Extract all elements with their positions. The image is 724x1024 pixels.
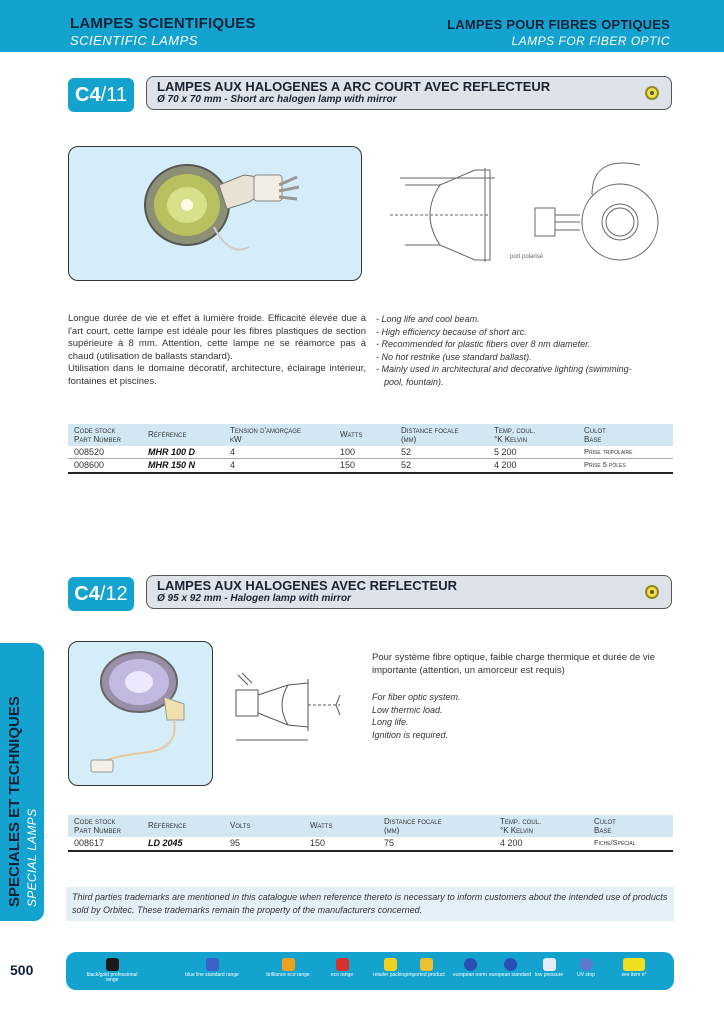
legend-item (84, 958, 140, 983)
lamp-reflector-image (69, 642, 213, 786)
section-title: LAMPES AUX HALOGENES AVEC REFLECTEUR (157, 578, 457, 593)
legend-label: see item n° (621, 972, 647, 978)
description-en-mhr (376, 313, 676, 388)
col-header: Base (584, 435, 602, 444)
drawing-label: port polarisé (510, 254, 544, 260)
legend-icon (504, 958, 517, 971)
section-subtitle: Ø 95 x 92 mm - Halogen lamp with mirror (157, 593, 351, 604)
cell-code: 008600 (74, 460, 105, 470)
col-header: Code stock (74, 817, 116, 826)
feature-line: - No hot restrike (use standard ballast). (376, 351, 532, 362)
description-fr-paragraph-2: Utilisation dans le domaine décoratif, architecture, éclairage intérieur, fontaines et piscines. (68, 363, 366, 387)
legend-icon (206, 958, 219, 971)
feature-line: - High efficiency because of short arc. (376, 326, 527, 337)
col-header: Part Number (74, 435, 121, 444)
cell-temperature: 4 200 (500, 838, 523, 848)
spec-table-ld (68, 815, 673, 852)
legend-icon (336, 958, 349, 971)
page-header (0, 0, 724, 52)
legend-label: low pressure (534, 972, 564, 978)
section-subtitle: Ø 70 x 70 mm - Short arc halogen lamp with mirror (157, 94, 397, 105)
spec-table-mhr (68, 424, 673, 474)
cell-watts: 150 (340, 460, 356, 470)
header-title-fr: LAMPES SCIENTIFIQUES (70, 15, 256, 32)
legend-icon (106, 958, 119, 971)
section-code-badge (68, 78, 134, 112)
cell-watts: 100 (340, 447, 356, 457)
trademark-note (66, 887, 674, 921)
table-header (68, 815, 673, 837)
col-header: (mm) (384, 826, 400, 835)
cell-base: Prise tripolaire (584, 447, 633, 456)
col-header: (mm) (401, 435, 417, 444)
cell-volts: 95 (230, 838, 241, 848)
cell-reference: MHR 150 N (148, 460, 196, 470)
cell-temperature: 4 200 (494, 460, 517, 470)
section-title-bar (146, 76, 672, 110)
legend-icon (464, 958, 477, 971)
header-category-en: LAMPS FOR FIBER OPTIC (511, 34, 670, 48)
col-header: Temp. coul. (494, 426, 536, 435)
feature-line: - Long life and cool beam. (376, 314, 480, 324)
legend-label: UV stop (577, 972, 595, 978)
col-header: kW (230, 435, 242, 444)
legend-label: black/gold professional range (86, 972, 138, 983)
legend-label: imported product (407, 972, 445, 978)
header-category-fr: LAMPES POUR FIBRES OPTIQUES (447, 17, 670, 32)
table-row (68, 837, 673, 850)
cell-code: 008617 (74, 838, 105, 848)
lamp-reflector-image (69, 147, 362, 281)
col-header: Distance focale (401, 426, 459, 435)
trademark-text: Third parties trademarks are mentioned in this catalogue when reference thereto is necessary to inform customers about the intended use of products sold by Orbitec. These trademarks remain the property of the manufacturers concerned. (72, 892, 668, 915)
col-header: °K Kelvin (500, 826, 533, 835)
col-header: Code stock (74, 426, 116, 435)
sidebar-label-en: SPECIAL LAMPS (25, 808, 39, 907)
feature-line: pool, fountain). (384, 376, 444, 387)
legend-label: european norm (453, 972, 487, 978)
table-end-rule (68, 472, 673, 474)
legend-icon (623, 958, 645, 971)
sidebar-label-fr: SPECIALES ET TECHNIQUES (6, 696, 23, 907)
table-end-rule (68, 850, 673, 852)
col-header: Tension d'amorçage (230, 426, 301, 435)
section-code-main: C4 (75, 83, 101, 106)
legend-item (606, 958, 662, 978)
cell-temperature: 5 200 (494, 447, 517, 457)
description-en-ld (372, 691, 672, 741)
col-header: Référence (148, 430, 187, 439)
section-title: LAMPES AUX HALOGENES A ARC COURT AVEC REFLECTEUR (157, 79, 551, 94)
feature-line: For fiber optic system. (372, 692, 461, 702)
cell-voltage: 4 (230, 460, 236, 470)
feature-line: Ignition is required. (372, 729, 449, 740)
legend-item (184, 958, 240, 978)
legend-item (260, 958, 316, 978)
cell-base: Fiche/Spécial (594, 838, 636, 847)
description-fr-ld: Pour système fibre optique, faible charge thermique et durée de vie importante (attention, un amorceur est requis) (372, 652, 656, 676)
cell-focal: 75 (384, 838, 395, 848)
table-row (68, 446, 673, 459)
header-title-en: SCIENTIFIC LAMPS (70, 33, 198, 48)
col-header: Distance focale (384, 817, 442, 826)
legend-icon (384, 958, 397, 971)
feature-line: Low thermic load. (372, 704, 443, 715)
col-header: Base (594, 826, 612, 835)
legend-icon (282, 958, 295, 971)
cell-watts: 150 (310, 838, 326, 848)
col-header: °K Kelvin (494, 435, 527, 444)
legend-label: retailer packing (373, 972, 407, 978)
section-code-sub: /11 (100, 83, 127, 106)
table-header (68, 424, 673, 446)
description-fr-paragraph-1: Longue durée de vie et effet à lumière froide. Efficacité élevée due à l'art court, cette lampe est idéale pour les fibres plastiques de section supérieure à 8 mm. Attention, cette lampe ne se réamorce pas à chaud (utilisation de ballasts standard). (68, 313, 366, 362)
section-code-badge (68, 577, 134, 611)
cell-focal: 52 (401, 447, 412, 457)
col-header: Temp. coul. (500, 817, 542, 826)
col-header: Culot (584, 426, 606, 435)
legend-icon (580, 958, 593, 971)
col-header: Référence (148, 821, 187, 830)
section-title-bar (146, 575, 672, 609)
footer-legend (66, 952, 674, 990)
col-header: Part Number (74, 826, 121, 835)
technical-drawing-mhr (380, 150, 680, 280)
target-dot-icon (645, 86, 659, 100)
legend-icon (420, 958, 433, 971)
section-code-sub: /12 (99, 582, 128, 605)
description-fr-mhr (68, 313, 366, 388)
col-header: Culot (594, 817, 616, 826)
legend-label: european standard (489, 972, 531, 978)
cell-code: 008520 (74, 447, 105, 457)
col-header: Volts (230, 821, 251, 830)
feature-line: - Recommended for plastic fibers over 8 nm diameter. (376, 339, 591, 349)
col-header: Watts (340, 430, 363, 439)
legend-label: eco range (330, 972, 354, 978)
legend-label: brilliance eco range (266, 972, 310, 978)
legend-icon (543, 958, 556, 971)
cell-reference: MHR 100 D (148, 447, 196, 457)
page-number: 500 (10, 962, 34, 978)
technical-drawing-ld (228, 665, 358, 755)
cell-reference: LD 2045 (148, 838, 183, 848)
category-sidebar (0, 643, 44, 921)
cell-base: Prise 5 pôles (584, 460, 626, 469)
product-photo-ld (68, 641, 213, 786)
legend-label: blue line standard range (185, 972, 239, 978)
cell-focal: 52 (401, 460, 412, 470)
product-photo-mhr (68, 146, 362, 281)
feature-line: - Mainly used in architectural and decorative lighting (swimming- (376, 364, 632, 374)
target-dot-icon (645, 585, 659, 599)
col-header: Watts (310, 821, 333, 830)
cell-voltage: 4 (230, 447, 236, 457)
section-code-main: C4 (74, 582, 100, 605)
feature-line: Long life. (372, 717, 409, 727)
table-row (68, 459, 673, 472)
